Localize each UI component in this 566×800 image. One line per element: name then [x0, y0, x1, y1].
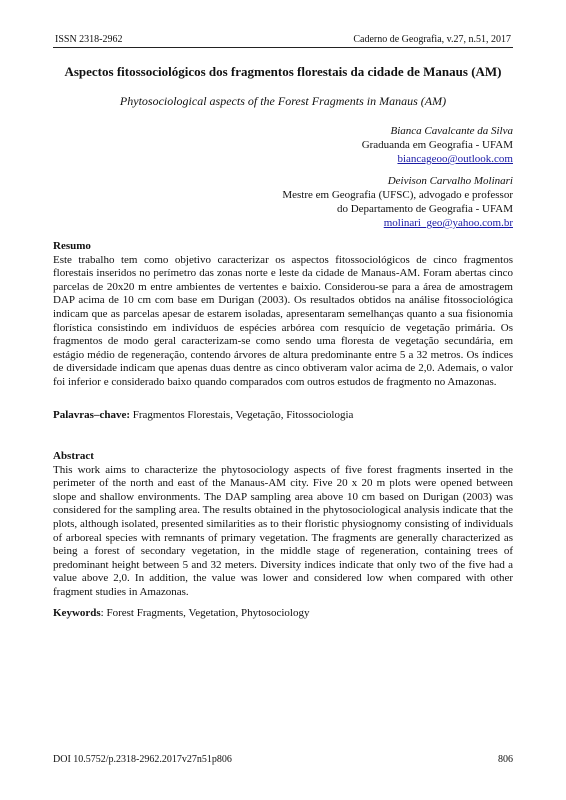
author-name: Bianca Cavalcante da Silva [390, 125, 513, 137]
author-name: Deivison Carvalho Molinari [387, 175, 513, 187]
abstract-text: This work aims to characterize the phytosociology aspects of five forest fragments inserted in the perimeter of the north and east of the Manaus-AM city. Five 20 x 20 m plots were opened between slope and shallow environments. The DAP sampling area above 10 cm based on Durigan (2003) was considered for the sampling area. The results obtained in the phytosociological analysis indicate that the plots, although isolated, presented similarities as to their floristic physiognomy consisting of individuals of arboreal species with remnants of primary vegetation. The fragments are generally characterized as being a forest of secondary vegetation, in the middle stage of regeneration, containing trees of predominant height between 5 and 32 meters. Diversity indices indicate that only two of the five had a value above 2,0. In addition, the value was lower and considered low when compared with other fragment studies in Amazonas. [53, 463, 513, 598]
keywords-label: Keywords [53, 607, 101, 619]
author-block [282, 174, 513, 230]
keywords-text: : Forest Fragments, Vegetation, Phytosociology [100, 607, 310, 619]
article-subtitle: Phytosociological aspects of the Forest Fragments in Manaus (AM) [119, 94, 447, 108]
resumo-heading: Resumo [53, 240, 91, 252]
abstract-heading: Abstract [53, 450, 94, 462]
author-block [362, 124, 513, 166]
journal-citation: Caderno de Geografia, v.27, n.51, 2017 [353, 34, 511, 45]
author-affiliation: Graduanda em Geografia - UFAM [361, 139, 513, 151]
author-email-link[interactable]: biancageoo@outlook.com [397, 153, 513, 165]
author-email-link[interactable]: molinari_geo@yahoo.com.br [383, 217, 513, 229]
abstract-section [53, 450, 513, 600]
keywords [53, 606, 513, 620]
palavras-chave-text: Fragmentos Florestais, Vegetação, Fitossociologia [132, 409, 354, 421]
article-title: Aspectos fitossociológicos dos fragmentos florestais da cidade de Manaus (AM) [64, 64, 502, 79]
palavras-chave [53, 408, 513, 422]
palavras-chave-label: Palavras–chave: [53, 409, 130, 421]
issn: ISSN 2318-2962 [55, 34, 123, 45]
page-number: 806 [498, 754, 513, 765]
doi: DOI 10.5752/p.2318-2962.2017v27n51p806 [53, 754, 232, 765]
resumo-section [53, 240, 513, 390]
page-footer [53, 753, 513, 767]
running-header [53, 33, 513, 48]
resumo-text: Este trabalho tem como objetivo caracterizar os aspectos fitossociológicos de cinco fragmentos florestais inseridos no perímetro das zonas norte e leste da cidade de Manaus-AM. Foram abertas cinco parcelas de 20x20 m entre ambientes de vertentes e baixio. Considerou-se para a área de amostragem DAP acima de 10 cm com base em Durigan (2003). Os resultados obtidos na análise fitossociológica indicam que as parcelas apesar de estarem isoladas, apresentaram semelhanças quanto a sua fisionomia florística consistindo em indivíduos de espécies arbórea com resquício de vegetação primária. Os fragmentos de modo geral caracterizam-se como sendo uma floresta de vegetação secundária, em estágio médio de regeneração, contendo árvores de altura predominante entre 5 a 32 metros. Os índices de diversidade indicam que apenas duas dentre as cinco obtiveram valor acima de 2,0. Ademais, o valor foi inferior e considerado baixo quando comparados com outros estudos de fragmento no Amazonas. [53, 253, 513, 388]
author-affiliation: Mestre em Geografia (UFSC), advogado e professor [282, 189, 513, 201]
author-affiliation: do Departamento de Geografia - UFAM [336, 203, 513, 215]
